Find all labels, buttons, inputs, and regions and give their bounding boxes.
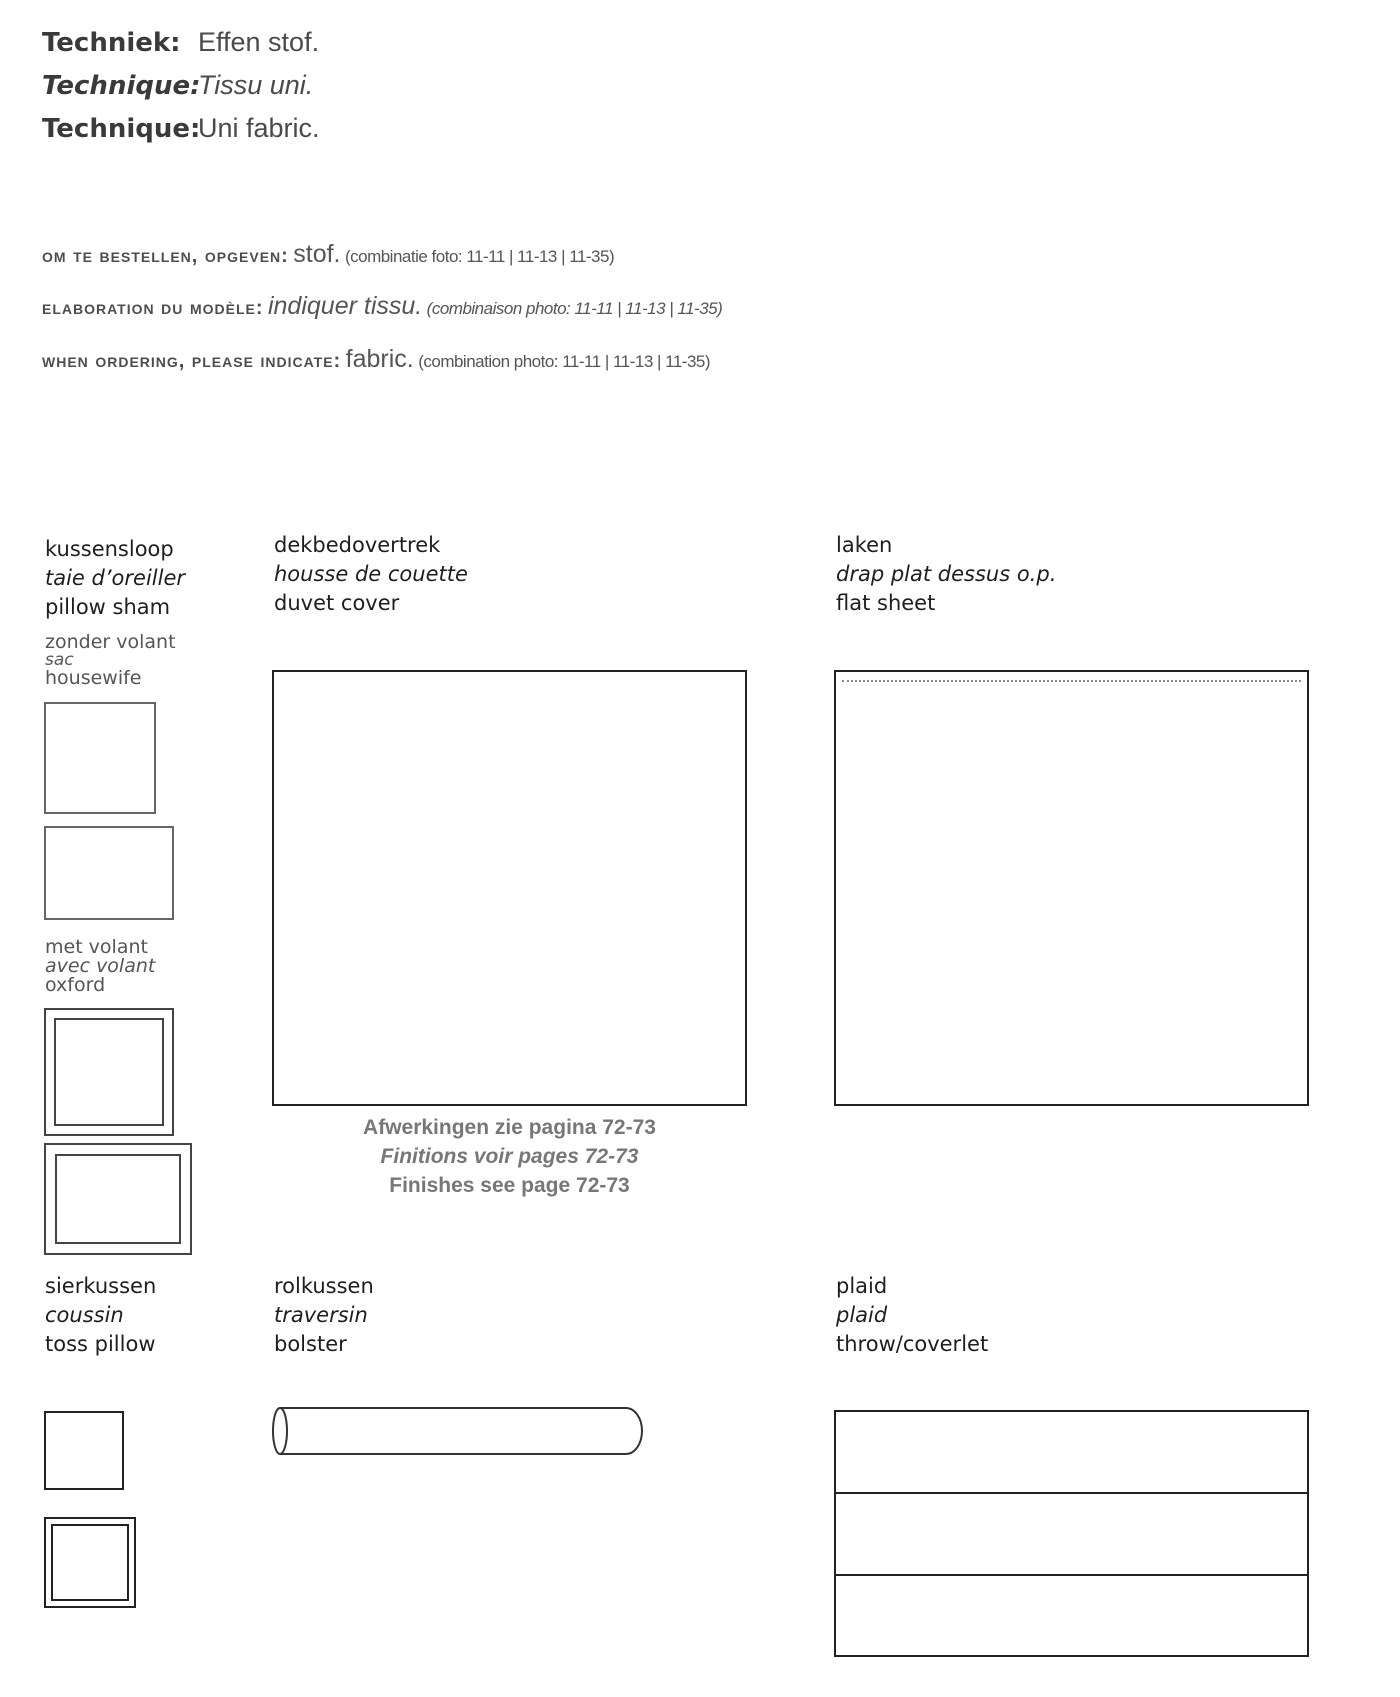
label-en: duvet cover xyxy=(274,591,400,615)
label-fr: sac xyxy=(45,650,74,670)
technique-label-en: Technique: xyxy=(42,114,201,144)
oxford-inner-border xyxy=(55,1154,181,1244)
ordering-label: elaboration du modèle: xyxy=(42,297,264,319)
without-flange-label xyxy=(45,633,176,688)
finishes-note xyxy=(272,1113,747,1200)
toss-pillow-flange-shape xyxy=(44,1517,136,1608)
pillow-sham-rect-shape xyxy=(44,826,174,920)
toss-pillow-label xyxy=(45,1272,156,1359)
throw-divider xyxy=(836,1492,1307,1494)
toss-pillow-shape xyxy=(44,1411,124,1490)
label-en: throw/coverlet xyxy=(836,1332,989,1356)
label-fr: traversin xyxy=(274,1303,368,1327)
label-fr: taie d’oreiller xyxy=(45,566,185,590)
oxford-rect-shape xyxy=(44,1143,192,1255)
label-nl: rolkussen xyxy=(274,1274,374,1298)
technique-value-en: Uni fabric. xyxy=(198,113,320,143)
label-fr: avec volant xyxy=(45,955,156,977)
label-fr: coussin xyxy=(45,1303,124,1327)
label-nl: met volant xyxy=(45,936,148,958)
throw-label xyxy=(836,1272,988,1359)
label-nl: kussensloop xyxy=(45,537,174,561)
hem-dotted-line xyxy=(842,680,1301,682)
flat-sheet-shape xyxy=(834,670,1309,1106)
duvet-cover-label xyxy=(274,531,468,618)
duvet-cover-shape xyxy=(272,670,747,1106)
ordering-label: om te bestellen, opgeven: xyxy=(42,245,289,267)
label-nl: plaid xyxy=(836,1274,888,1298)
technique-label-nl: Techniek: xyxy=(42,28,181,58)
throw-shape xyxy=(834,1410,1309,1657)
ordering-line-en xyxy=(42,345,710,374)
bolster-shape xyxy=(268,1405,646,1457)
finishes-nl: Afwerkingen zie pagina 72-73 xyxy=(363,1116,656,1139)
label-en: oxford xyxy=(45,974,106,996)
finishes-en: Finishes see page 72-73 xyxy=(389,1174,630,1197)
label-en: pillow sham xyxy=(45,595,171,619)
label-fr: housse de couette xyxy=(274,562,468,586)
ordering-value: indiquer tissu. xyxy=(267,292,423,320)
oxford-square-shape xyxy=(44,1008,174,1136)
bolster-label xyxy=(274,1272,374,1359)
pillow-sham-square-shape xyxy=(44,702,156,814)
ordering-value: stof. xyxy=(293,240,341,268)
ordering-line-fr xyxy=(42,292,722,321)
ordering-label: when ordering, please indicate: xyxy=(42,350,342,372)
toss-pillow-inner-border xyxy=(51,1524,129,1601)
technique-label-fr: Technique: xyxy=(42,71,201,101)
label-en: toss pillow xyxy=(45,1332,156,1356)
label-en: flat sheet xyxy=(836,591,936,615)
flat-sheet-label xyxy=(836,531,1056,618)
with-flange-label xyxy=(45,938,155,995)
ordering-line-nl xyxy=(42,240,614,269)
label-en: bolster xyxy=(274,1332,347,1356)
ordering-combination: (combination photo: 11-11 | 11-13 | 11-35) xyxy=(418,352,711,371)
ordering-value: fabric. xyxy=(345,345,414,373)
finishes-fr: Finitions voir pages 72-73 xyxy=(380,1145,639,1168)
technique-value-nl: Effen stof. xyxy=(198,27,320,57)
label-nl: zonder volant xyxy=(45,631,176,653)
label-nl: sierkussen xyxy=(45,1274,157,1298)
oxford-inner-border xyxy=(54,1018,164,1126)
ordering-combination: (combinatie foto: 11-11 | 11-13 | 11-35) xyxy=(344,247,615,266)
technique-value-fr: Tissu uni. xyxy=(198,70,314,100)
pillow-sham-label xyxy=(45,535,185,622)
label-fr: drap plat dessus o.p. xyxy=(836,562,1057,586)
label-nl: laken xyxy=(836,533,893,557)
label-nl: dekbedovertrek xyxy=(274,533,441,557)
label-en: housewife xyxy=(45,667,142,689)
label-fr: plaid xyxy=(836,1303,888,1327)
throw-divider xyxy=(836,1574,1307,1576)
ordering-combination: (combinaison photo: 11-11 | 11-13 | 11-35) xyxy=(426,299,723,318)
